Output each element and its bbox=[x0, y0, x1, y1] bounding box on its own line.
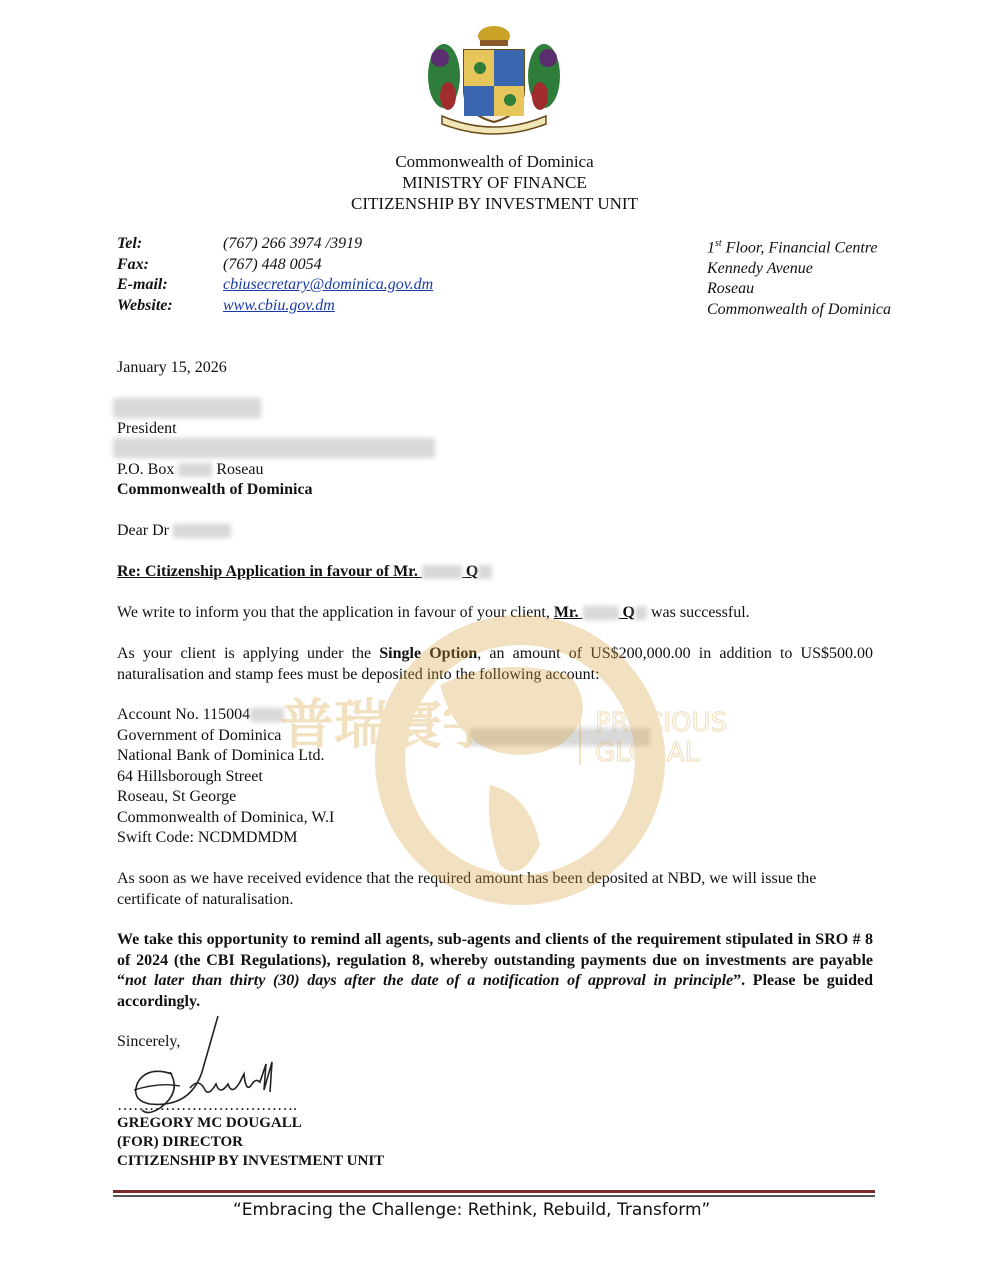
email-label: E-mail: bbox=[117, 276, 168, 293]
paragraph-notification: We write to inform you that the application in favour of your client, Mr. Q was successful. bbox=[117, 604, 750, 621]
closing-sincerely: Sincerely, bbox=[117, 1033, 181, 1050]
recipient-country: Commonwealth of Dominica bbox=[117, 481, 313, 498]
bank-country: Commonwealth of Dominica, W.I bbox=[117, 808, 335, 826]
office-address bbox=[707, 234, 891, 320]
letterhead-line-unit: CITIZENSHIP BY INVESTMENT UNIT bbox=[351, 194, 638, 213]
recipient-title: President bbox=[117, 420, 177, 437]
footer-divider-bottom bbox=[113, 1195, 875, 1197]
paragraph-regulation-reminder: We take this opportunity to remind all agents, sub-agents and clients of the requirement stipulated in SRO # 8 of 2024 (the CBI Regulations), regulation 8, whereby outstanding payments due on investments are payable “not later than thirty (30) days after the date of a notification of approval in principle”. Please be guided accordingly. bbox=[117, 931, 873, 1010]
email-link[interactable]: cbiusecretary@dominica.gov.dm bbox=[223, 276, 434, 293]
footer-divider-top bbox=[113, 1190, 875, 1193]
coat-of-arms-crest bbox=[414, 18, 574, 136]
address-floor: 1st Floor, Financial Centre bbox=[707, 238, 878, 257]
signature-dotted-line: ……………………………. bbox=[117, 1097, 297, 1114]
bank-street: 64 Hillsborough Street bbox=[117, 767, 263, 785]
signer-role: (FOR) DIRECTOR bbox=[117, 1134, 243, 1150]
paragraph-payment: As your client is applying under the Single Option, an amount of US$200,000.00 in addition to US$500.00 naturalisation and stamp fees must be deposited into the following account: bbox=[117, 645, 874, 683]
swift-code: Swift Code: NCDMDMDM bbox=[117, 829, 298, 846]
website-link[interactable]: www.cbiu.gov.dm bbox=[223, 297, 335, 314]
letter-date: January 15, 2026 bbox=[117, 359, 227, 376]
salutation: Dear Dr bbox=[117, 521, 231, 542]
account-details bbox=[117, 705, 334, 849]
bank-city: Roseau, St George bbox=[117, 788, 237, 805]
website-label: Website: bbox=[117, 297, 173, 314]
fax-label: Fax: bbox=[117, 256, 149, 273]
watermark-en-line2: GLOBAL bbox=[595, 738, 700, 768]
letterhead-line-commonwealth: Commonwealth of Dominica bbox=[395, 152, 594, 171]
redacted-bank-detail bbox=[470, 728, 650, 750]
address-city: Roseau bbox=[707, 280, 755, 298]
address-country: Commonwealth of Dominica bbox=[707, 300, 891, 318]
watermark-en-line1: PRECIOUS bbox=[595, 708, 727, 738]
footer-motto: “Embracing the Challenge: Rethink, Rebuild, Transform” bbox=[233, 1200, 711, 1220]
redacted-recipient-name bbox=[113, 398, 261, 420]
letterhead-line-ministry: MINISTRY OF FINANCE bbox=[402, 173, 587, 192]
contact-block bbox=[0, 234, 700, 324]
bank-name: National Bank of Dominica Ltd. bbox=[117, 747, 325, 764]
account-name: Government of Dominica bbox=[117, 726, 282, 744]
paragraph-certificate: As soon as we have received evidence that the required amount has been deposited at NBD, we will issue the certificate of naturalisation. bbox=[117, 870, 817, 908]
tel-label: Tel: bbox=[117, 235, 143, 252]
subject-line: Re: Citizenship Application in favour of Mr. Q bbox=[117, 562, 492, 583]
watermark-cn-text: 普瑞寰宇 bbox=[280, 693, 496, 756]
address-street: Kennedy Avenue bbox=[707, 259, 813, 277]
redacted-recipient-company bbox=[113, 438, 435, 460]
signer-name: GREGORY MC DOUGALL bbox=[117, 1115, 302, 1131]
fax-value: (767) 448 0054 bbox=[223, 256, 322, 273]
signer-block bbox=[117, 1114, 384, 1171]
tel-value: (767) 266 3974 /3919 bbox=[223, 235, 363, 252]
recipient-po-box: P.O. Box Roseau bbox=[117, 461, 264, 478]
signer-unit: CITIZENSHIP BY INVESTMENT UNIT bbox=[117, 1153, 385, 1169]
account-number: Account No. 115004 bbox=[117, 705, 334, 726]
